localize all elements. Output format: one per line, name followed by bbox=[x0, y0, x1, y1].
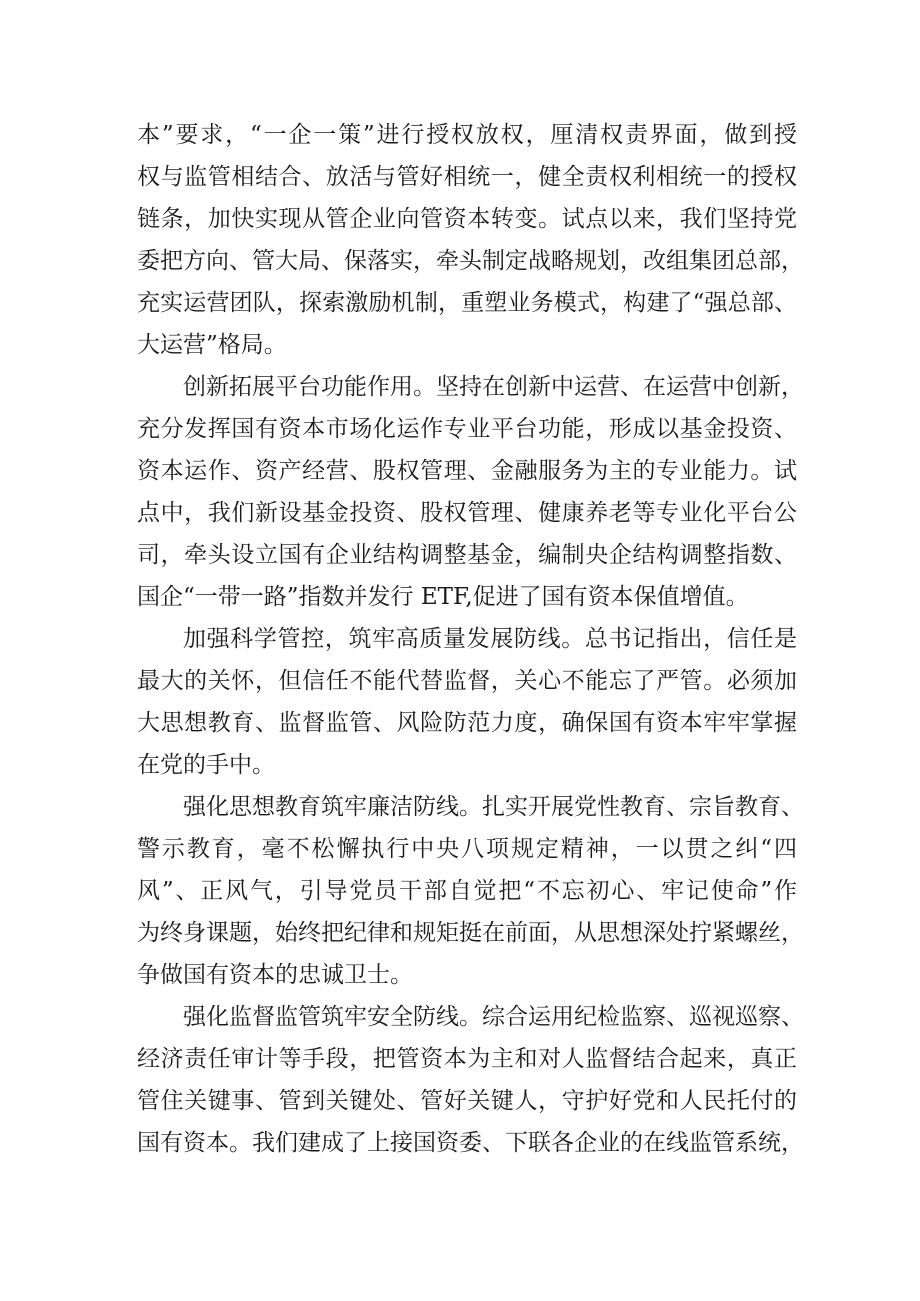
text-line: 权与监管相结合、放活与管好相统一，健全责权利相统一的授权 bbox=[137, 164, 797, 190]
text-line: 强化监督监管筑牢安全防线。综合运用纪检监察、巡视巡察、 bbox=[183, 1004, 804, 1030]
text-line: 在党的手中。 bbox=[137, 752, 275, 778]
text-line: 风”、正风气，引导党员干部自觉把“不忘初心、牢记使命”作 bbox=[137, 878, 797, 904]
text-line: 本”要求，“一企一策”进行授权放权，厘清权责界面，做到授 bbox=[137, 122, 797, 148]
text-line: 链条，加快实现从管企业向管资本转变。试点以来，我们坚持党 bbox=[137, 206, 797, 232]
text-line: 为终身课题，始终把纪律和规矩挺在前面，从思想深处拧紧螺丝， bbox=[137, 920, 804, 946]
text-line: 资本运作、资产经营、股权管理、金融服务为主的专业能力。试 bbox=[137, 458, 797, 484]
text-line: 争做国有资本的忠诚卫士。 bbox=[137, 962, 413, 988]
text-line: 管住关键事、管到关键处、管好关键人，守护好党和人民托付的 bbox=[137, 1088, 797, 1114]
text-line: 司，牵头设立国有企业结构调整基金，编制央企结构调整指数、 bbox=[137, 542, 797, 568]
text-line: 大运营”格局。 bbox=[137, 332, 287, 358]
text-line: 大思想教育、监督监管、风险防范力度，确保国有资本牢牢掌握 bbox=[137, 710, 797, 736]
text-line: 充实运营团队，探索激励机制，重塑业务模式，构建了“强总部、 bbox=[137, 290, 797, 316]
text-line: 委把方向、管大局、保落实，牵头制定战略规划，改组集团总部， bbox=[137, 248, 804, 274]
text-line: 加强科学管控，筑牢高质量发展防线。总书记指出，信任是 bbox=[183, 626, 797, 652]
text-line: 强化思想教育筑牢廉洁防线。扎实开展党性教育、宗旨教育、 bbox=[183, 794, 804, 820]
text-line: 充分发挥国有资本市场化运作专业平台功能，形成以基金投资、 bbox=[137, 416, 797, 442]
text-line: 点中，我们新设基金投资、股权管理、健康养老等专业化平台公 bbox=[137, 500, 797, 526]
text-line: 警示教育，毫不松懈执行中央八项规定精神，一以贯之纠“四 bbox=[137, 836, 797, 862]
text-line: 国有资本。我们建成了上接国资委、下联各企业的在线监管系统， bbox=[137, 1130, 804, 1156]
text-line: 国企“一带一路”指数并发行 ETF,促进了国有资本保值增值。 bbox=[137, 584, 749, 610]
text-line: 创新拓展平台功能作用。坚持在创新中运营、在运营中创新， bbox=[183, 374, 804, 400]
text-line: 经济责任审计等手段，把管资本为主和对人监督结合起来，真正 bbox=[137, 1046, 797, 1072]
text-line: 最大的关怀，但信任不能代替监督，关心不能忘了严管。必须加 bbox=[137, 668, 797, 694]
document-body bbox=[137, 114, 804, 1164]
